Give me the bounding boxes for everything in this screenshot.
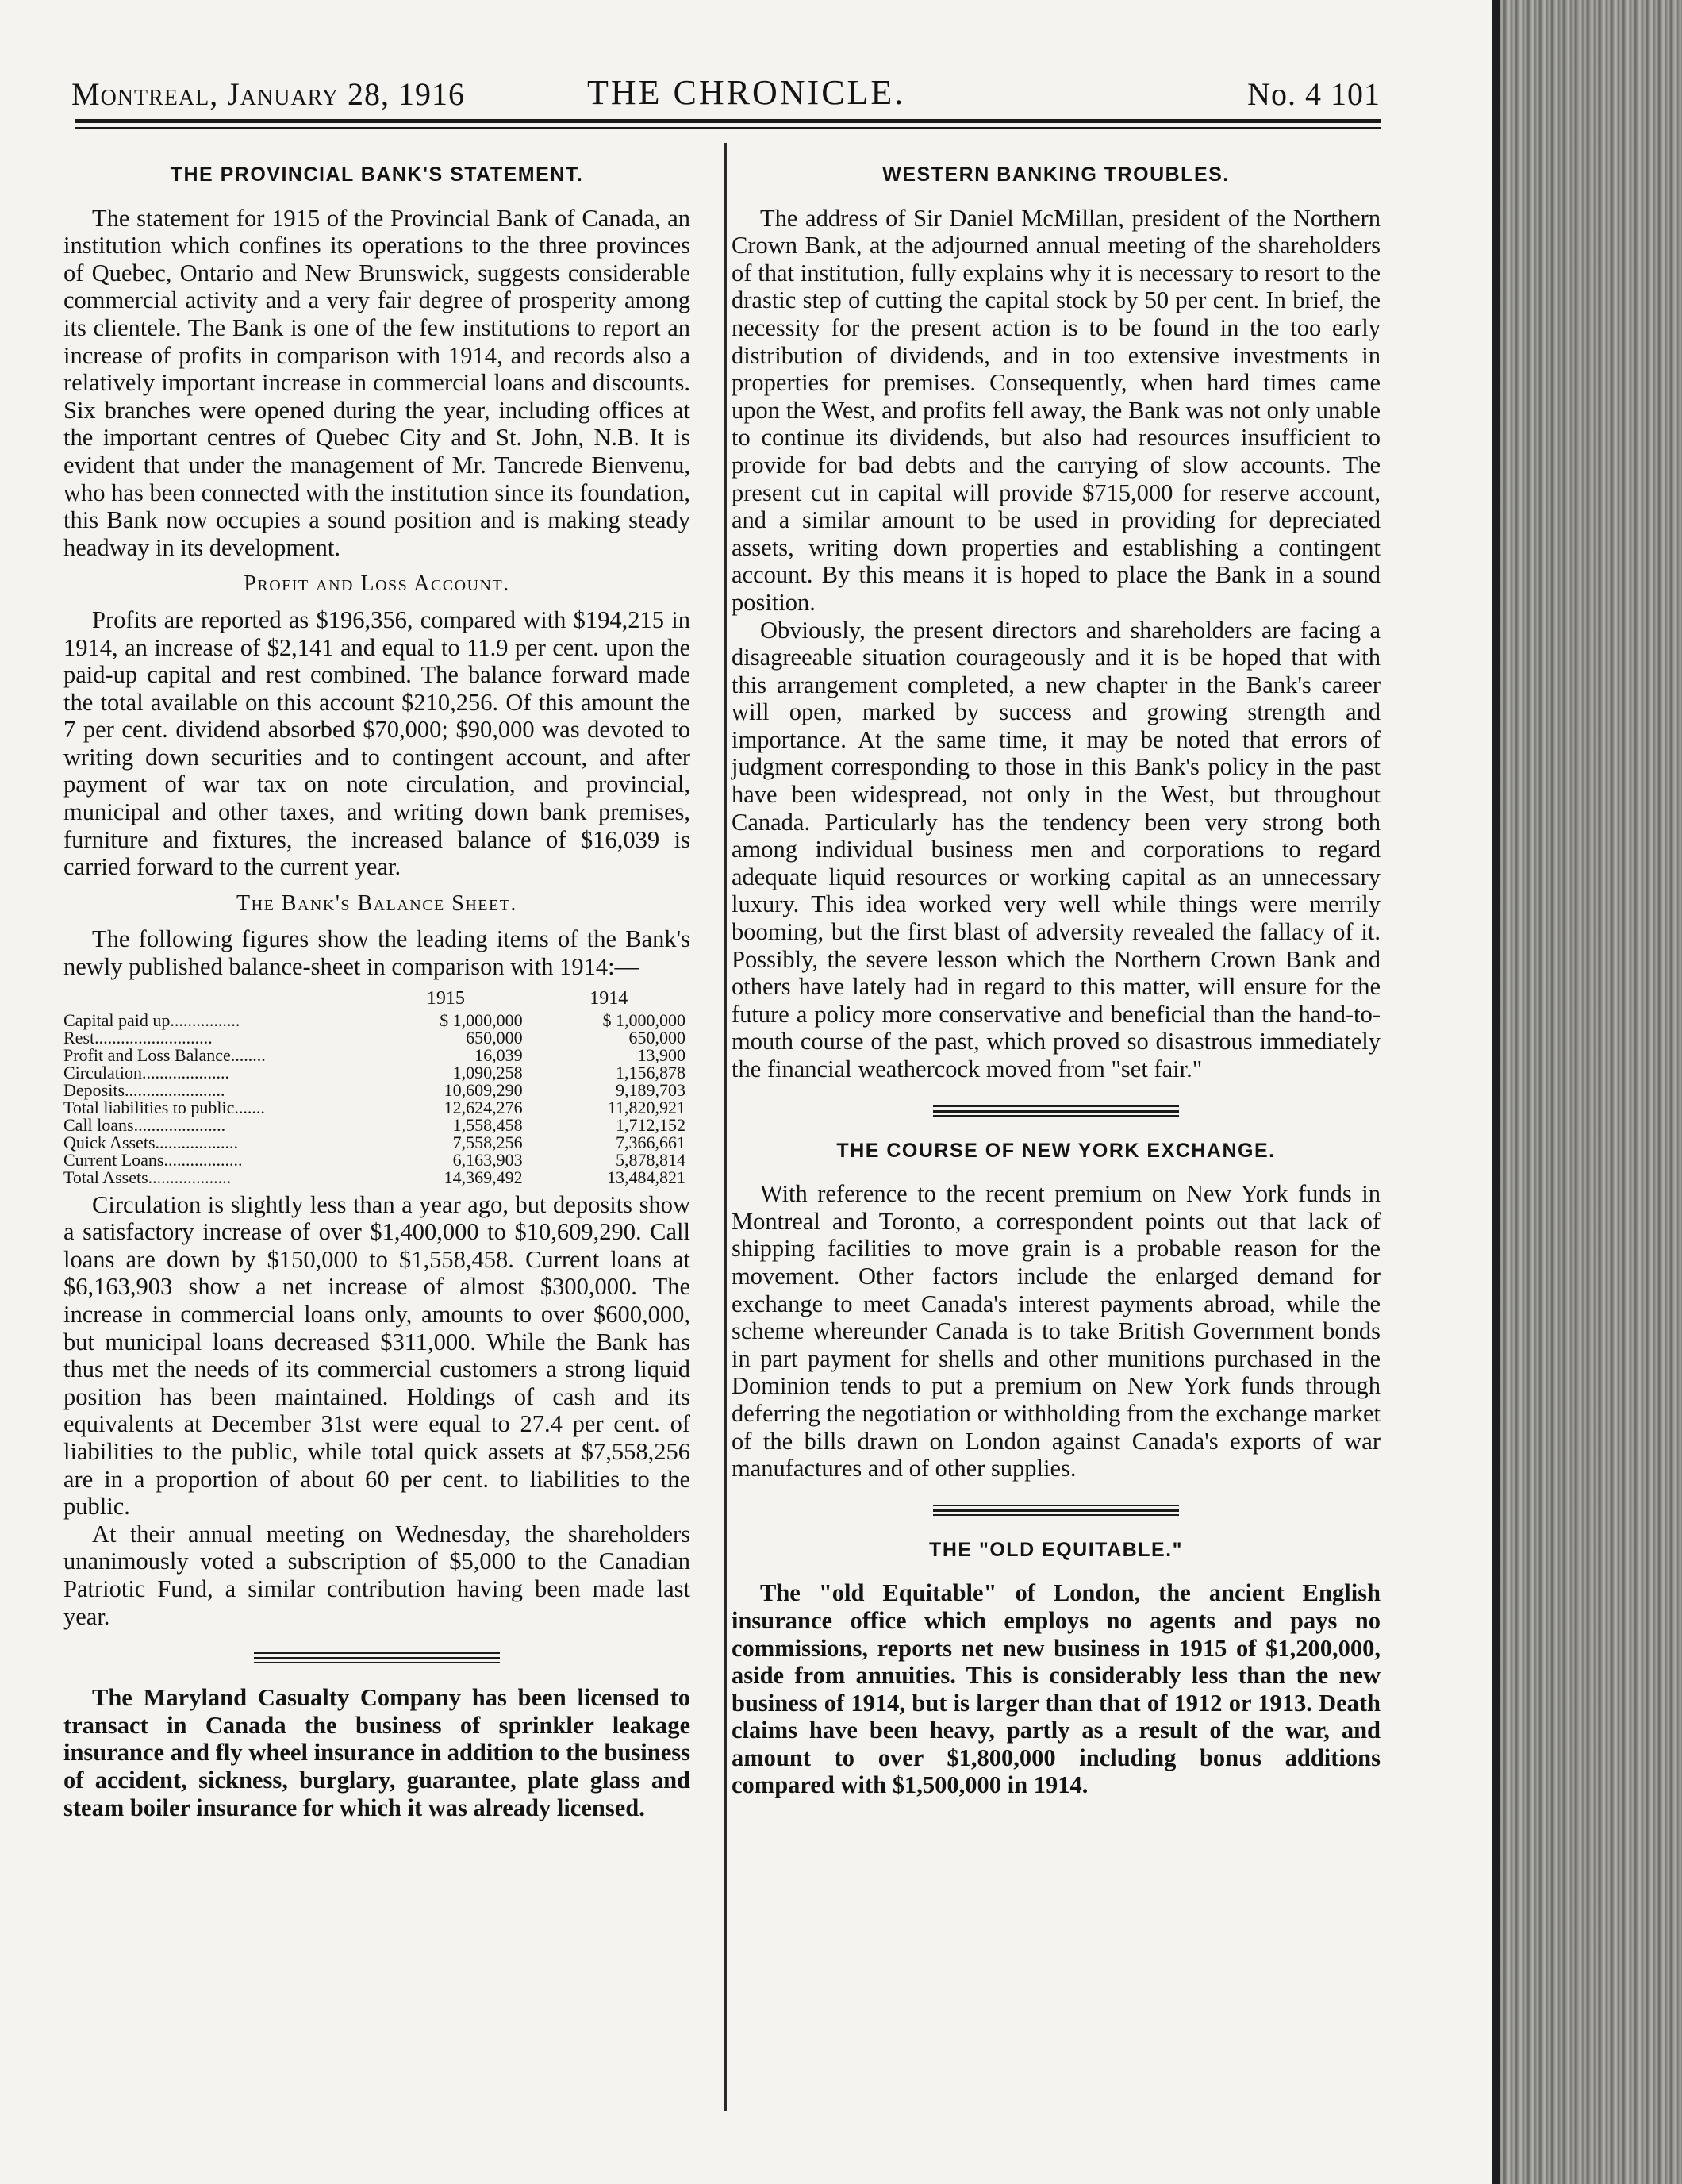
value-1915: 6,163,903 [452,1149,523,1170]
maryland-casualty-paragraph: The Maryland Casualty Company has been licensed to transact in Canada the business of sprinkler leakage insurance and fly wheel insurance in addition to the business of accident, sickness, burglary, guarantee, plate glass and steam boiler insurance for which it was already licensed. [63,1684,690,1821]
table-header-row [63,989,690,1012]
header-dateline: Montreal, January 28, 1916 [71,76,466,112]
row-label: Total liabilities to public....... [63,1097,265,1117]
value-1914: 5,878,814 [616,1149,685,1170]
subhead-profit-loss: Profit and Loss Account. [244,571,510,597]
table-row [63,1064,690,1082]
article-title-ny-exchange: THE COURSE OF NEW YORK EXCHANGE. [836,1139,1276,1162]
value-1914: 1,156,878 [616,1062,685,1082]
value-1914: 13,900 [637,1044,685,1065]
value-1915: 1,090,258 [452,1062,523,1082]
header-issue-page: No. 4 101 [1247,76,1381,112]
article-title-western-banking: WESTERN BANKING TROUBLES. [882,163,1230,186]
table-row [63,1099,690,1117]
row-label: Capital paid up................ [63,1009,240,1030]
value-1914: 13,484,821 [607,1167,685,1187]
western-banking-paragraph-1: The address of Sir Daniel McMillan, president of the Northern Crown Bank, at the adjourned annual meeting of the shareholders of that institution, fully explains why it is necessary to resort to the drastic step of cutting the capital stock by 50 per cent. In brief, the necessity for the present action is to be found in the too early distribution of dividends, and in too extensive investments in properties for premises. Consequently, when hard times came upon the West, and profits fell away, the Bank was not only unable to continue its dividends, but also had resources insufficient to provide for bad debts and the carrying of slow accounts. The present cut in capital will provide $715,000 for reserve account, and a similar amount to be used in providing for depreciated assets, writing down properties and establishing a contingent account. By this means it is hoped to place the Bank in a sound position. [732,204,1381,616]
table-row [63,1012,690,1029]
balance-sheet-intro: The following figures show the leading items of the Bank's newly published balance-sheet in comparison with 1914:— [63,925,690,981]
row-label: Rest........................... [63,1027,213,1048]
article-title-provincial-bank: THE PROVINCIAL BANK'S STATEMENT. [170,163,584,186]
value-1915: 12,624,276 [444,1097,523,1117]
ny-exchange-paragraph: With reference to the recent premium on New York funds in Montreal and Toronto, a correspondent points out that lack of shipping facilities to move grain is a probable reason for the movement. Other factors include the enlarged demand for exchange to meet Canada's interest payments abroad, while the scheme whereunder Canada is to take British Government bonds in part payment for shells and other munitions purchased in the Dominion tends to put a premium on New York funds through deferring the negotiation or withholding from the exchange market of the bills drawn on London against Canada's exports of war manufactures and of other supplies. [732,1180,1381,1482]
row-label: Total Assets................... [63,1167,232,1187]
row-label: Circulation.................... [63,1062,229,1082]
value-1914: 1,712,152 [616,1114,685,1135]
table-header-label [63,989,364,1012]
circulation-paragraph: Circulation is slightly less than a year ago, but deposits show a satisfactory increase of over $1,400,000 to $10,609,290. Call loans are down by $150,000 to $1,558,458. Current loans at $6,163,903 show a net increase of almost $300,000. The increase in commercial loans only, amounts to over $600,000, but municipal loans decreased $311,000. While the Bank has thus met the needs of its commercial customers a strong liquid position has been maintained. Holdings of cash and its equivalents at December 31st were equal to 27.4 per cent. of liabilities to the public, while total quick assets at $7,558,256 are in a proportion of about 60 per cent. to liabilities to the public. [63,1190,690,1521]
value-1914: 11,820,921 [607,1097,685,1117]
table-header-1915: 1915 [426,987,465,1009]
value-1915: 1,558,458 [452,1114,523,1135]
header-rule [75,119,1381,129]
article-title-old-equitable: THE "OLD EQUITABLE." [929,1538,1183,1561]
value-1915: 650,000 [466,1027,523,1048]
page-header [71,75,1381,123]
value-1915: 16,039 [474,1044,523,1065]
row-label: Deposits....................... [63,1079,225,1100]
left-column [63,147,690,1821]
row-label: Call loans..................... [63,1114,226,1135]
annual-meeting-paragraph: At their annual meeting on Wednesday, the shareholders unanimously voted a subscription of $5,000 to the Canadian Patriotic Fund, a similar contribution having been made last year. [63,1520,690,1630]
value-1914: 9,189,703 [616,1079,685,1100]
value-1914: $ 1,000,000 [602,1009,685,1030]
section-separator [933,1505,1179,1516]
row-label: Quick Assets................... [63,1132,238,1152]
western-banking-paragraph-2: Obviously, the present directors and shareholders are facing a disagreeable situation courageously and it is be hoped that with this arrangement completed, a new chapter in the Bank's career will open, marked by success and growing strength and importance. At the same time, it may be noted that errors of judgment corresponding to those in this Bank's policy in the past have been widespread, not only in the West, but throughout Canada. Particularly has the tendency been very strong both among individual business men and corporations to regard adequate liquid resources or working capital as an unnecessary luxury. This idea worked very well while things were merrily booming, but the first blast of adversity revealed the fallacy of it. Possibly, the severe lesson which the Northern Crown Bank and others have lately had in regard to this matter, will ensure for the future a policy more conservative and beneficial than the hand-to-mouth course of the past, which proved so disastrous immediately the financial weathercock moved from "set fair." [732,616,1381,1082]
value-1914: 650,000 [628,1027,685,1048]
value-1915: 14,369,492 [444,1167,523,1187]
provincial-bank-intro: The statement for 1915 of the Provincial Bank of Canada, an institution which confines its operations to the three provinces of Quebec, Ontario and New Brunswick, suggests considerable commercial activity and a very fair degree of prosperity among its clientele. The Bank is one of the few institutions to report an increase of profits in comparison with 1914, and records also a relatively important increase in commercial loans and discounts. Six branches were opened during the year, including offices at the important centres of Quebec City and St. John, N.B. It is evident that under the management of Mr. Tancrede Bienvenu, who has been connected with the institution since its foundation, this Bank now occupies a sound position and is making steady headway in its development. [63,204,690,561]
subhead-balance-sheet: The Bank's Balance Sheet. [236,890,517,916]
table-row [63,1169,690,1186]
value-1915: 10,609,290 [444,1079,523,1100]
book-page-edges [1500,0,1682,2184]
right-column [732,147,1381,1799]
table-row [63,1134,690,1152]
row-label: Profit and Loss Balance........ [63,1044,266,1065]
table-header-1914: 1914 [589,987,628,1009]
balance-sheet-table [63,989,690,1186]
value-1915: $ 1,000,000 [440,1009,523,1030]
header-publication-title: THE CHRONICLE. [587,73,906,112]
table-row [63,1029,690,1047]
old-equitable-paragraph: The "old Equitable" of London, the ancient English insurance office which employs no agents and pays no commissions, reports net new business in 1915 of $1,200,000, aside from annuities. This is considerably less than the new business of 1914, but is larger than that of 1912 or 1913. Death claims have been heavy, partly as a result of the war, and amount to over $1,800,000 including bonus additions compared with $1,500,000 in 1914. [732,1579,1381,1799]
table-row [63,1152,690,1169]
value-1914: 7,366,661 [616,1132,685,1152]
table-row [63,1082,690,1099]
profit-loss-paragraph: Profits are reported as $196,356, compared with $194,215 in 1914, an increase of $2,141 and equal to 11.9 per cent. upon the paid-up capital and rest combined. The balance forward made the total available on this account $210,256. Of this amount the 7 per cent. dividend absorbed $70,000; $90,000 was devoted to writing down securities and to contingent account, and after payment of war tax on note circulation, and provincial, municipal and other taxes, and writing down bank premises, furniture and fixtures, the increased balance of $16,039 is carried forward to the current year. [63,606,690,881]
row-label: Current Loans.................. [63,1149,243,1170]
value-1915: 7,558,256 [452,1132,523,1152]
column-divider [724,143,727,2111]
table-row [63,1047,690,1064]
table-row [63,1117,690,1134]
section-separator [254,1652,500,1663]
section-separator [933,1105,1179,1117]
